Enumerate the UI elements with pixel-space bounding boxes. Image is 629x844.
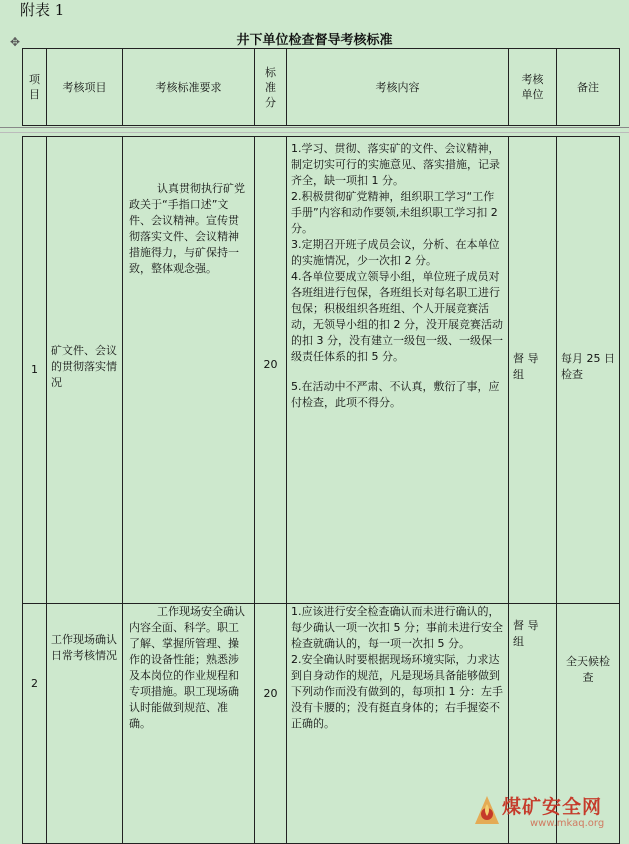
standards-table [22, 136, 620, 844]
row-remark: 每月 25 日检查 [557, 137, 620, 604]
appendix-label: 附表 1 [20, 1, 65, 19]
row-item: 矿文件、会议的贯彻落实情况 [47, 137, 123, 604]
row-item: 工作现场确认日常考核情况 [47, 604, 123, 844]
content-line: 1.应该进行安全检查确认而未进行确认的，每少确认一项一次扣 5 分；事前未进行安全检查就确认的，每一项一次扣 5 分。 [291, 605, 503, 650]
content-line: 5.在活动中不严肃、不认真，敷衍了事，应付检查，此项不得分。 [291, 380, 500, 409]
watermark-url: www.mkaq.org [530, 818, 605, 829]
content-line: 2.安全确认时要根据现场环境实际，力求达到自身动作的规范，凡是现场具备能够做到下列动作而没有做到的，每项扣 1 分：左手没有卡腰的；没有挺直身体的；右手握姿不正确的。 [291, 653, 503, 730]
watermark-logo-icon [472, 794, 502, 830]
header-score: 标准分 [255, 49, 287, 126]
row-remark: 全天候检 查 [557, 604, 620, 844]
table-row [23, 137, 620, 604]
header-content: 考核内容 [287, 49, 509, 126]
table-header [22, 48, 620, 126]
page-separator [0, 127, 629, 133]
row-standard: 工作现场安全确认内容全面、科学。职工了解、掌握所管理、操作的设备性能；熟悉涉及本岗位的作业规程和专项措施。职工现场确认时能做到规范、准确。 [123, 604, 255, 844]
row-content [287, 137, 509, 604]
row-score: 20 [255, 137, 287, 604]
watermark-name: 煤矿安全网 [502, 796, 603, 818]
watermark [470, 790, 625, 835]
document-title: 井下单位检查督导考核标准 [236, 33, 393, 48]
row-number: 2 [23, 604, 47, 844]
header-standard: 考核标准要求 [123, 49, 255, 126]
row-standard: 认真贯彻执行矿党政关于“手指口述”文件、会议精神。宣传贯彻落实文件、会议精神措施得力，与矿保持一致，整体观念强。 [123, 137, 255, 604]
content-line: 3.定期召开班子成员会议，分析、在本单位的实施情况，少一次扣 2 分。 [291, 238, 500, 267]
row-unit: 督 导 组 [509, 137, 557, 604]
content-line: 1.学习、贯彻、落实矿的文件、会议精神，制定切实可行的实施意见、落实措施，记录齐全，缺一项扣 1 分。 [291, 142, 500, 187]
header-item-no: 项目 [23, 49, 47, 126]
row-score: 20 [255, 604, 287, 844]
move-handle-icon[interactable]: ✥ [9, 35, 21, 49]
row-number: 1 [23, 137, 47, 604]
header-unit: 考核单位 [509, 49, 557, 126]
header-remark: 备注 [557, 49, 620, 126]
row-unit: 督 导 组 [509, 604, 557, 844]
content-line: 2.积极贯彻矿党精神，组织职工学习“工作手册”内容和动作要领,未组织职工学习扣 2 分。 [291, 190, 498, 235]
content-line: 4.各单位要成立领导小组，单位班子成员对各班组进行包保，各班组长对每名职工进行包保；积极组织各班组、个人开展竞赛活动，无领导小组的扣 2 分，没开展竞赛活动的扣 3 分，没有建立一级包一级、一级保一级责任体系的扣 5 分。 [291, 270, 503, 363]
header-item-name: 考核项目 [47, 49, 123, 126]
